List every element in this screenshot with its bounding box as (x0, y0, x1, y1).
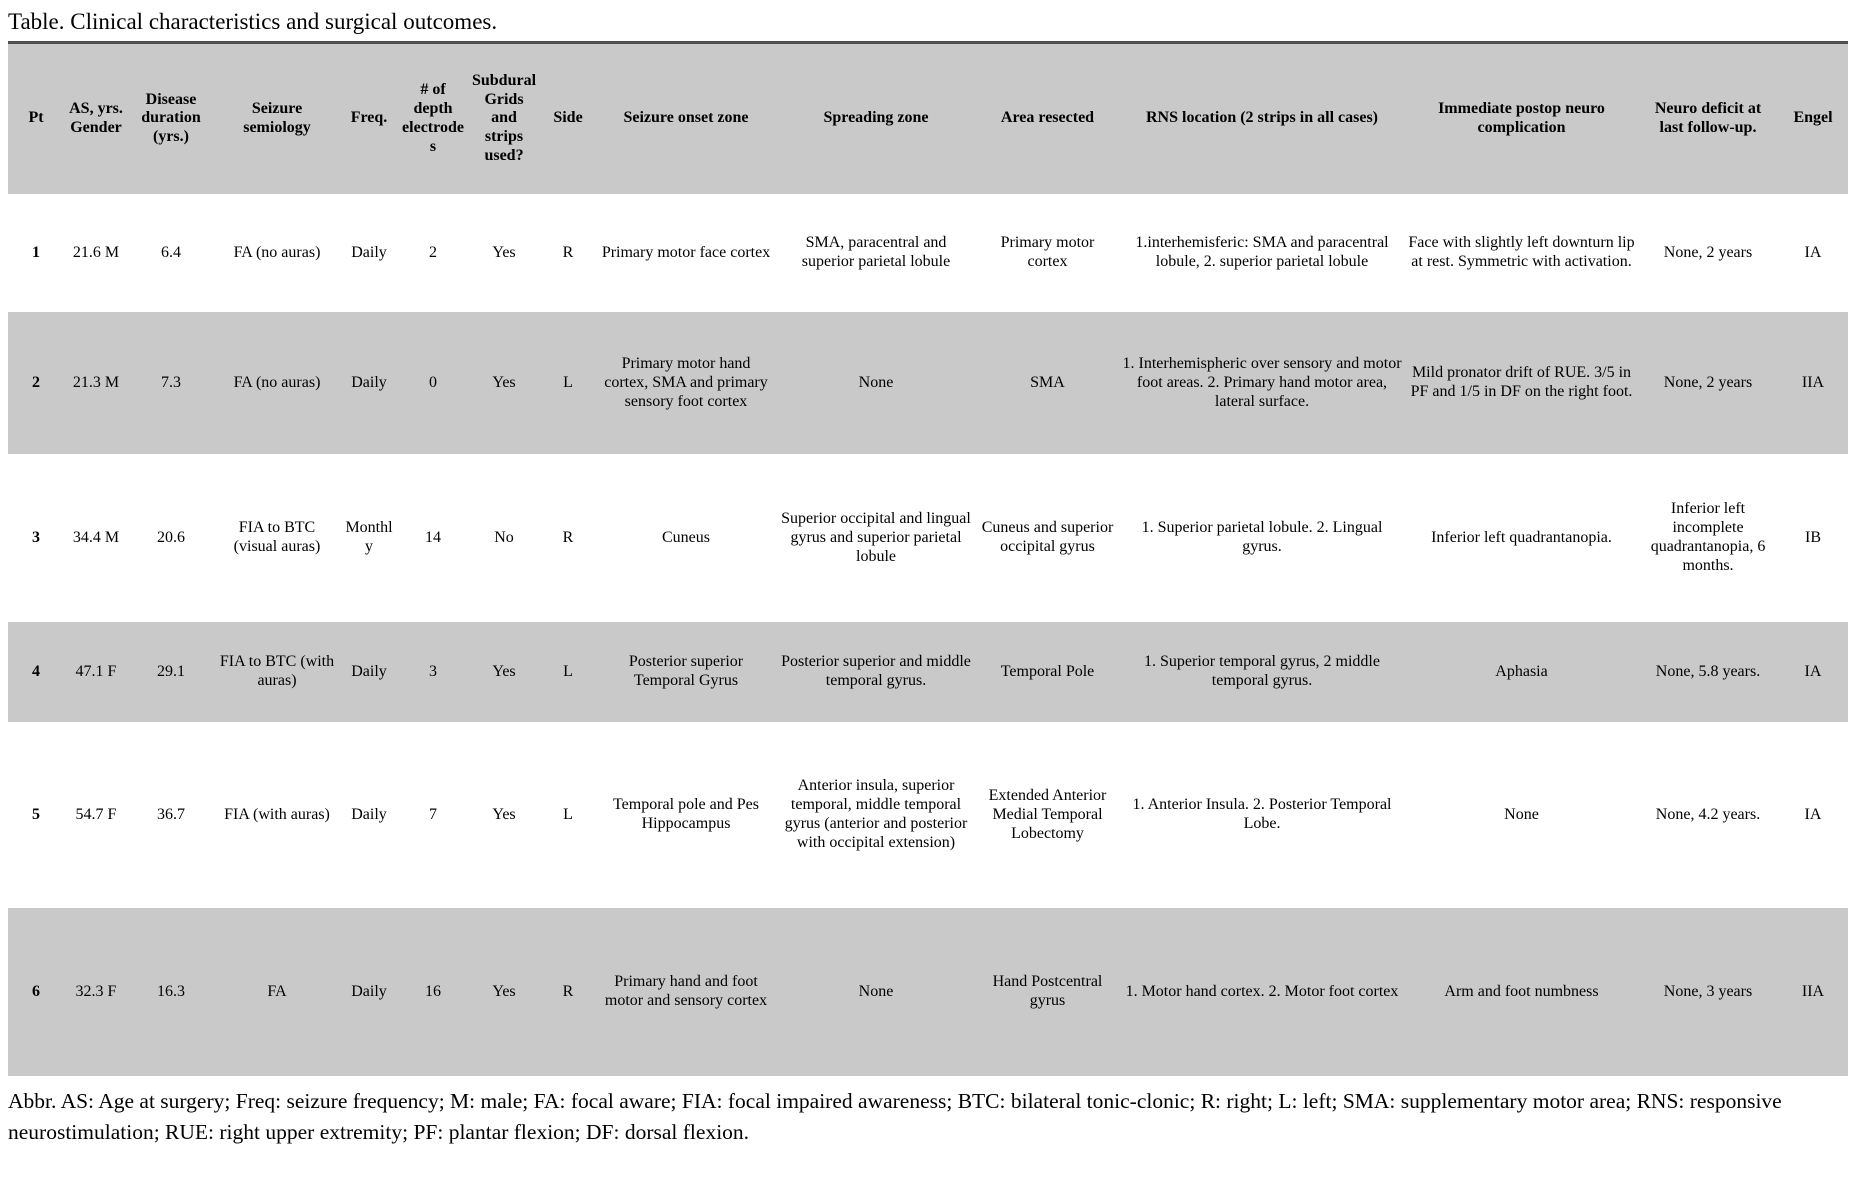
table-cell: Hand Postcentral gyrus (976, 908, 1119, 1076)
table-cell: Primary motor cortex (1000, 234, 1095, 271)
table-cell: IIA (1778, 312, 1848, 454)
table-cell: Cuneus (662, 528, 710, 546)
table-cell: 0 (398, 312, 468, 454)
table-cell: SMA, paracentral and superior parietal lobule (801, 234, 951, 271)
col-header-neuro-deficit: Neuro deficit at last follow-up. (1638, 42, 1778, 194)
table-cell: 4 (8, 622, 64, 722)
table-cell: 6 (8, 908, 64, 1076)
col-header-subdural-grids: Subdural Grids and strips used? (468, 42, 540, 194)
table-cell: FIA to BTC (with auras) (214, 622, 340, 722)
col-header-age-gender: AS, yrs. Gender (64, 42, 128, 194)
col-header-seizure-onset-zone: Seizure onset zone (596, 42, 776, 194)
table-cell: Anterior insula, superior temporal, middle temporal gyrus (anterior and posterior with occipital extension) (784, 777, 968, 851)
table-cell: 7 (429, 805, 437, 823)
col-header-disease-duration: Disease duration (yrs.) (128, 42, 214, 194)
table-cell: Extended Anterior Medial Temporal Lobectomy (988, 786, 1107, 842)
abbreviations-footnote: Abbr. AS: Age at surgery; Freq: seizure frequency; M: male; FA: focal aware; FIA: focal impaired awareness; BTC: bilateral tonic-clonic; R: right; L: left; SMA: supplementary motor area; RNS: responsive neurostimulation; RUE: right upper extremity; PF: plantar flexion; DF: dorsal flexion. (8, 1089, 1782, 1145)
table-cell: Temporal pole and Pes Hippocampus (613, 796, 759, 833)
row-patient-5 (8, 722, 1848, 908)
table-cell: 36.7 (157, 805, 185, 823)
table-cell: None, 2 years (1663, 243, 1753, 261)
header-row (8, 42, 1848, 194)
table-cell: SMA (976, 312, 1119, 454)
table-cell: Daily (340, 622, 398, 722)
table-cell: 1. Superior temporal gyrus, 2 middle temporal gyrus. (1119, 622, 1405, 722)
table-cell: Aphasia (1405, 622, 1638, 722)
table-cell: Daily (340, 908, 398, 1076)
table-cell: Cuneus and superior occipital gyrus (981, 519, 1114, 556)
col-header-side: Side (540, 42, 596, 194)
table-cell: None, 4.2 years. (1655, 805, 1761, 823)
col-header-rns-location: RNS location (2 strips in all cases) (1119, 42, 1405, 194)
table-cell: Inferior left incomplete quadrantanopia, 6 months. (1650, 500, 1766, 574)
table-cell: Daily (340, 312, 398, 454)
row-patient-2 (8, 312, 1848, 454)
col-header-frequency: Freq. (340, 42, 398, 194)
table-cell: L (540, 622, 596, 722)
table-cell: Yes (468, 622, 540, 722)
table-cell: Primary hand and foot motor and sensory cortex (596, 908, 776, 1076)
table-cell: None, 2 years (1638, 312, 1778, 454)
row-patient-1 (8, 194, 1848, 312)
col-header-area-resected: Area resected (976, 42, 1119, 194)
table-cell: Arm and foot numbness (1405, 908, 1638, 1076)
table-cell: Primary motor face cortex (601, 243, 771, 261)
table-cell: 2 (429, 243, 437, 261)
table-cell: FA (no auras) (233, 243, 321, 261)
table-cell: 21.6 M (72, 243, 120, 261)
table-cell: L (563, 805, 573, 823)
table-cell: 3 (398, 622, 468, 722)
table-cell: FIA (with auras) (224, 805, 330, 823)
table-cell: IA (1804, 243, 1822, 261)
table-cell: Inferior left quadrantanopia. (1431, 528, 1612, 546)
table-cell: FIA to BTC (visual auras) (233, 519, 321, 556)
table-cell: 14 (425, 528, 441, 546)
table-cell: IIA (1778, 908, 1848, 1076)
table-cell: Temporal Pole (976, 622, 1119, 722)
table-cell: Yes (492, 805, 516, 823)
table-cell: Yes (492, 243, 516, 261)
table-cell: R (562, 528, 574, 546)
table-cell: 1 (32, 243, 40, 261)
table-cell: 34.4 M (72, 528, 120, 546)
table-cell: 5 (32, 805, 40, 823)
table-cell: 29.1 (128, 622, 214, 722)
table-cell: Yes (468, 908, 540, 1076)
table-cell: Face with slightly left downturn lip at rest. Symmetric with activation. (1408, 234, 1635, 271)
table-title: Table. Clinical characteristics and surgical outcomes. (8, 9, 498, 34)
table-cell: R (562, 243, 574, 261)
table-cell: None (1504, 805, 1539, 823)
table-cell: 1.interhemisferic: SMA and paracentral lobule, 2. superior parietal lobule (1135, 234, 1389, 271)
table-cell: None, 3 years (1638, 908, 1778, 1076)
table-cell: Daily (351, 805, 387, 823)
row-patient-3 (8, 454, 1848, 622)
table-cell: Daily (351, 243, 387, 261)
table-cell: 16.3 (128, 908, 214, 1076)
table-cell: Yes (468, 312, 540, 454)
table-cell: 32.3 F (64, 908, 128, 1076)
table-cell: 1. Motor hand cortex. 2. Motor foot cortex (1119, 908, 1405, 1076)
table-cell: Primary motor hand cortex, SMA and primary sensory foot cortex (596, 312, 776, 454)
table-cell: 2 (8, 312, 64, 454)
table-cell: IB (1805, 528, 1821, 546)
table-cell: FA (no auras) (214, 312, 340, 454)
table-cell: None (776, 312, 976, 454)
clinical-table (8, 41, 1848, 1077)
col-header-seizure-semiology: Seizure semiology (214, 42, 340, 194)
table-cell: IA (1778, 622, 1848, 722)
col-header-postop-complication: Immediate postop neuro complication (1405, 42, 1638, 194)
col-header-pt: Pt (8, 42, 64, 194)
table-cell: R (540, 908, 596, 1076)
table-cell: None, 5.8 years. (1638, 622, 1778, 722)
col-header-engel: Engel (1778, 42, 1848, 194)
table-cell: 1. Interhemispheric over sensory and motor foot areas. 2. Primary hand motor area, lateral surface. (1119, 312, 1405, 454)
table-cell: L (540, 312, 596, 454)
table-cell: Posterior superior and middle temporal gyrus. (776, 622, 976, 722)
table-cell: 21.3 M (64, 312, 128, 454)
table-cell: Mild pronator drift of RUE. 3/5 in PF and 1/5 in DF on the right foot. (1405, 312, 1638, 454)
table-cell: 3 (32, 528, 40, 546)
table-cell: 6.4 (161, 243, 181, 261)
table-cell: 7.3 (128, 312, 214, 454)
table-cell: 20.6 (157, 528, 185, 546)
table-cell: 47.1 F (64, 622, 128, 722)
table-cell: Monthly (345, 519, 393, 556)
table-cell: 16 (398, 908, 468, 1076)
table-cell: 1. Superior parietal lobule. 2. Lingual gyrus. (1141, 519, 1383, 556)
row-patient-4 (8, 622, 1848, 722)
table-cell: 54.7 F (75, 805, 117, 823)
table-cell: 1. Anterior Insula. 2. Posterior Temporal Lobe. (1132, 796, 1392, 833)
table-cell: None (776, 908, 976, 1076)
col-header-spreading-zone: Spreading zone (776, 42, 976, 194)
table-cell: Posterior superior Temporal Gyrus (596, 622, 776, 722)
row-patient-6 (8, 908, 1848, 1076)
table-cell: IA (1804, 805, 1822, 823)
table-cell: No (494, 528, 514, 546)
col-header-depth-electrodes: # of depth electrodes (398, 42, 468, 194)
table-cell: FA (214, 908, 340, 1076)
table-cell: Superior occipital and lingual gyrus and superior parietal lobule (781, 509, 971, 565)
